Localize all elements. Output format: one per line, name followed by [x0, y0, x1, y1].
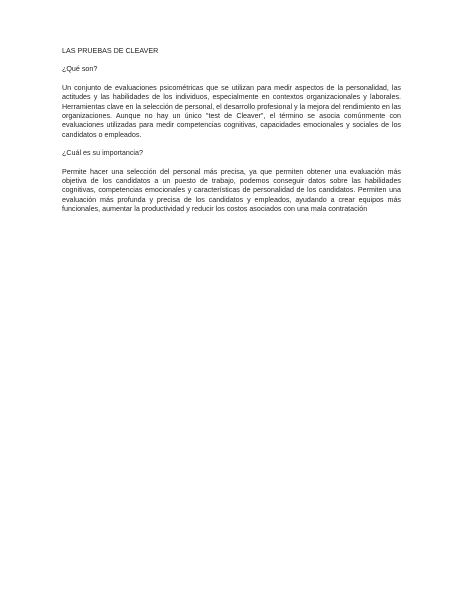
document-content	[62, 47, 401, 215]
section-heading-que-son: ¿Qué son?	[62, 65, 98, 74]
document-title: LAS PRUEBAS DE CLEAVER	[62, 47, 159, 55]
section-body-importancia: Permite hacer una selección del personal más precisa, ya que permiten obtener una evaluación más objetiva de los candidatos a un puesto de trabajo, podemos conseguir datos sobre las habilidades cognitivas, competencias emocionales y características de personalidad de los candidatos. Permiten una evaluación más profunda y precisa de los candidatos y empleados, ayudando a crear equipos más funcionales, aumentar la productividad y reducir los costos asociados con una mala contratación	[62, 167, 401, 214]
section-body-que-son: Un conjunto de evaluaciones psicométricas que se utilizan para medir aspectos de la personalidad, las actitudes y las habilidades de los individuos, especialmente en contextos organizacionales y laborales. Herramientas clave en la selección de personal, el desarrollo profesional y la mejora del rendimiento en las organizaciones. Aunque no hay un único "test de Cleaver", el término se asocia comúnmente con evaluaciones utilizadas para medir competencias cognitivas, capacidades emocionales y sociales de los candidatos o empleados.	[62, 83, 401, 139]
section-heading-importancia: ¿Cuál es su importancia?	[62, 149, 143, 158]
